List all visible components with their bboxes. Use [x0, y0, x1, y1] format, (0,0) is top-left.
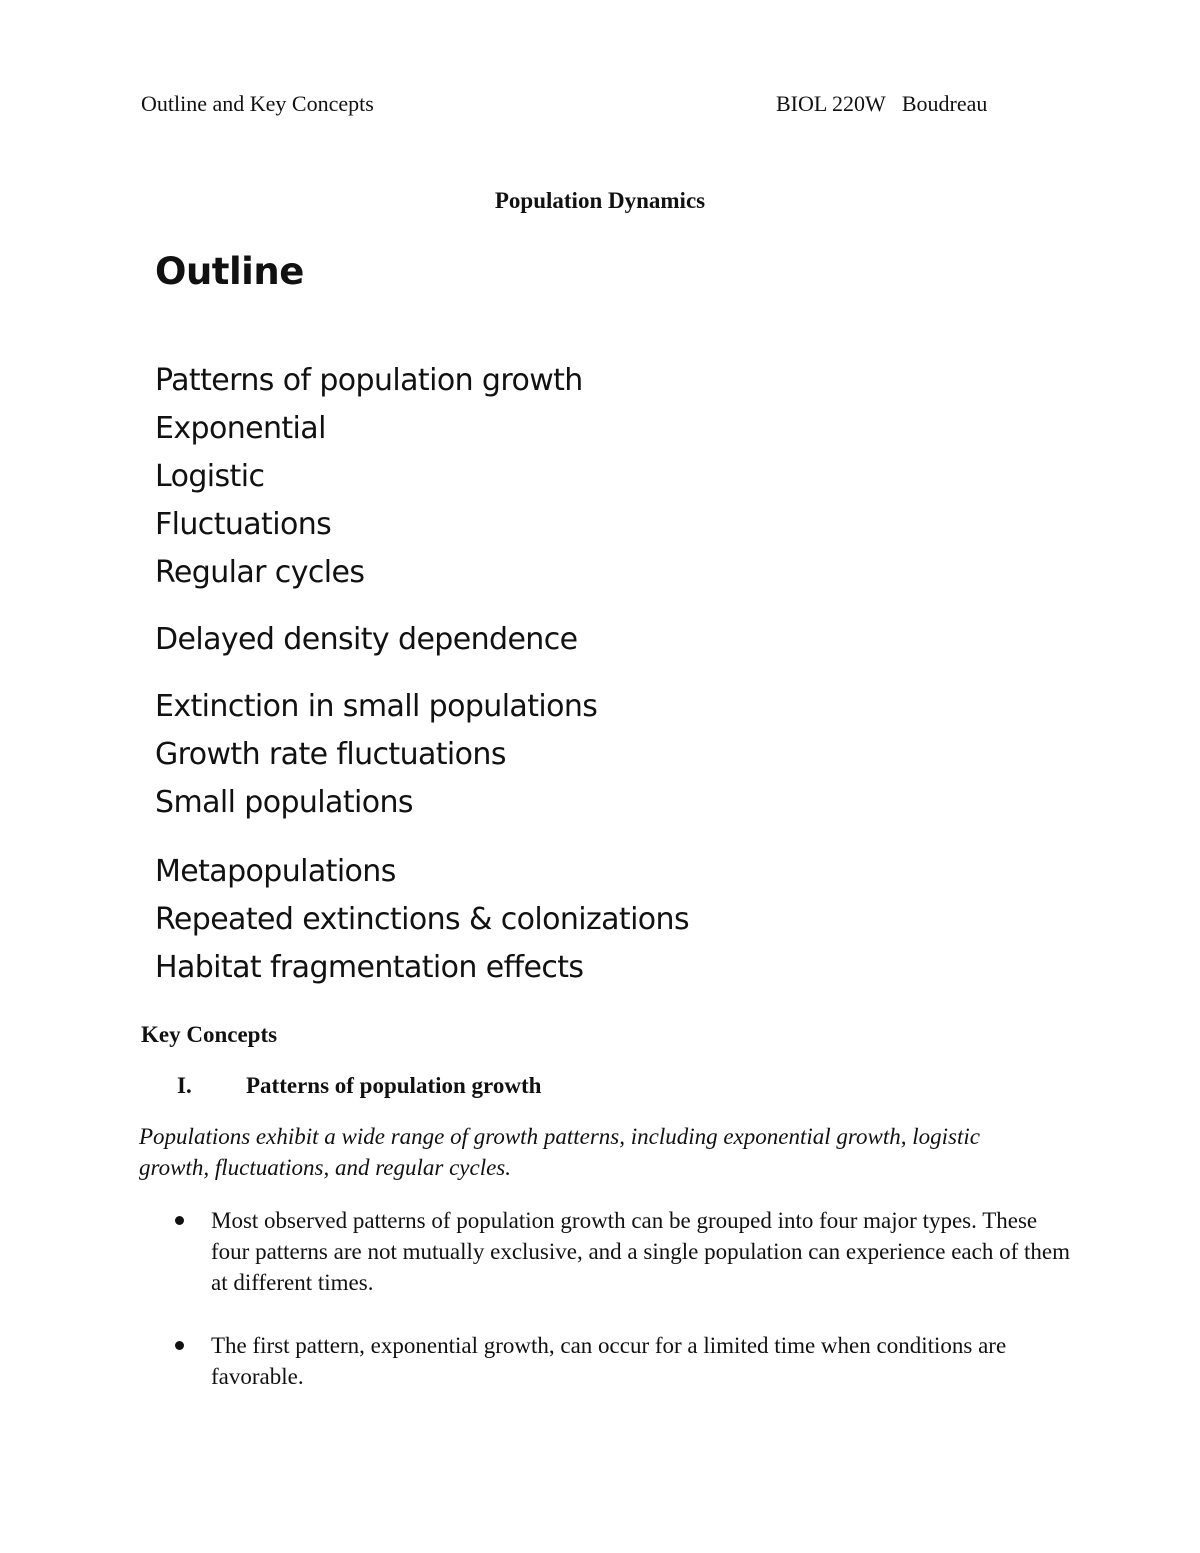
outline-item: Habitat fragmentation effects	[155, 950, 584, 985]
document-title: Population Dynamics	[494, 188, 706, 213]
outline-item: Extinction in small populations	[155, 689, 598, 724]
outline-item: Repeated extinctions & colonizations	[155, 902, 690, 937]
section-title: Patterns of population growth	[246, 1073, 542, 1098]
header-right-text: BIOL 220W Boudreau	[776, 91, 988, 116]
outline-item: Regular cycles	[155, 555, 365, 590]
key-concepts-heading: Key Concepts	[141, 1022, 278, 1047]
outline-item: Fluctuations	[155, 507, 332, 542]
outline-item: Metapopulations	[155, 854, 396, 889]
outline-item: Small populations	[155, 785, 413, 820]
outline-item: Exponential	[155, 411, 326, 446]
outline-item: Growth rate fluctuations	[155, 737, 506, 772]
outline-item: Patterns of population growth	[155, 363, 583, 398]
section-numeral: I.	[177, 1073, 192, 1098]
bullet-icon	[175, 1216, 184, 1225]
outline-item: Logistic	[155, 459, 265, 494]
bullet-icon	[175, 1341, 184, 1350]
outline-heading: Outline	[155, 250, 304, 293]
header-left-text: Outline and Key Concepts	[141, 91, 374, 116]
section-summary: Populations exhibit a wide range of growth patterns, including exponential growth, logistic growth, fluctuations, and regular cycles.	[139, 1124, 980, 1180]
bullet-text: The first pattern, exponential growth, can occur for a limited time when conditions are favorable.	[211, 1333, 1007, 1389]
bullet-text: Most observed patterns of population growth can be grouped into four major types. These four patterns are not mutually exclusive, and a single population can experience each of them at different times.	[211, 1208, 1070, 1295]
outline-item: Delayed density dependence	[155, 622, 578, 657]
